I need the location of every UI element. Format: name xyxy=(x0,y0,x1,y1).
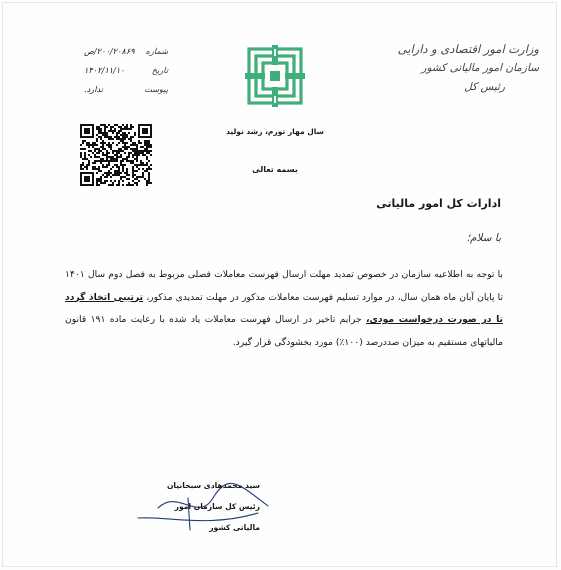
organization-line: سازمان امور مالیاتی کشور xyxy=(421,62,539,74)
number-label: شماره xyxy=(145,46,168,56)
date-label: تاریخ xyxy=(151,65,168,75)
signer-title: رئیس کل سازمان امور مالیاتی کشور xyxy=(174,502,260,532)
attachment-label: پیوست xyxy=(144,84,168,94)
signer-block xyxy=(150,475,260,538)
body-part-2: جرایم تاخیر در ارسال فهرست معاملات یاد شده با رعایت ماده ۱۹۱ قانون مالیاتهای مستقیم به میزان صددرصد (۱۰۰٪) مورد بخشودگی قرار گیرد. xyxy=(65,314,503,348)
qr-code-icon xyxy=(80,124,152,186)
organization-logo-icon xyxy=(245,45,305,107)
addressee-heading: ادارات کل امور مالیاتی xyxy=(376,197,501,210)
greeting-text: با سلام؛ xyxy=(466,232,501,244)
letter-number-row xyxy=(84,42,168,61)
attachment-row xyxy=(84,80,168,99)
number-value: ۲۰۰/۲۰۸۶۹/ص xyxy=(84,46,135,56)
date-value: ۱۴۰۲/۱۱/۱۰ xyxy=(84,65,125,75)
signer-name: سید محمدهادی سبحانیان xyxy=(166,481,260,490)
body-emphasis: ترتیبی اتخاذ گردد تا در صورت درخواست مودی، xyxy=(65,291,503,325)
letter-date-row xyxy=(84,61,168,80)
ministry-header xyxy=(399,40,539,97)
letter-meta xyxy=(84,42,168,99)
attachment-value: ندارد. xyxy=(84,84,104,94)
body-part-1: با توجه به اطلاعیه سازمان در خصوص تمدید مهلت ارسال فهرست معاملات فصلی مربوط به فصل دوم سال ۱۴۰۱ تا پایان آبان ماه همان سال، در موارد تسلیم فهرست معاملات مذکور در مهلت تمدیدی مذکور، xyxy=(65,269,504,303)
ministry-line: وزارت امور اقتصادی و دارایی xyxy=(397,42,539,56)
year-slogan: سال مهار تورم، رشد تولید xyxy=(226,127,324,136)
letter-body xyxy=(65,264,503,354)
basmala-heading: بسمه تعالی xyxy=(252,165,298,174)
head-title-line: رئیس کل xyxy=(464,81,505,93)
